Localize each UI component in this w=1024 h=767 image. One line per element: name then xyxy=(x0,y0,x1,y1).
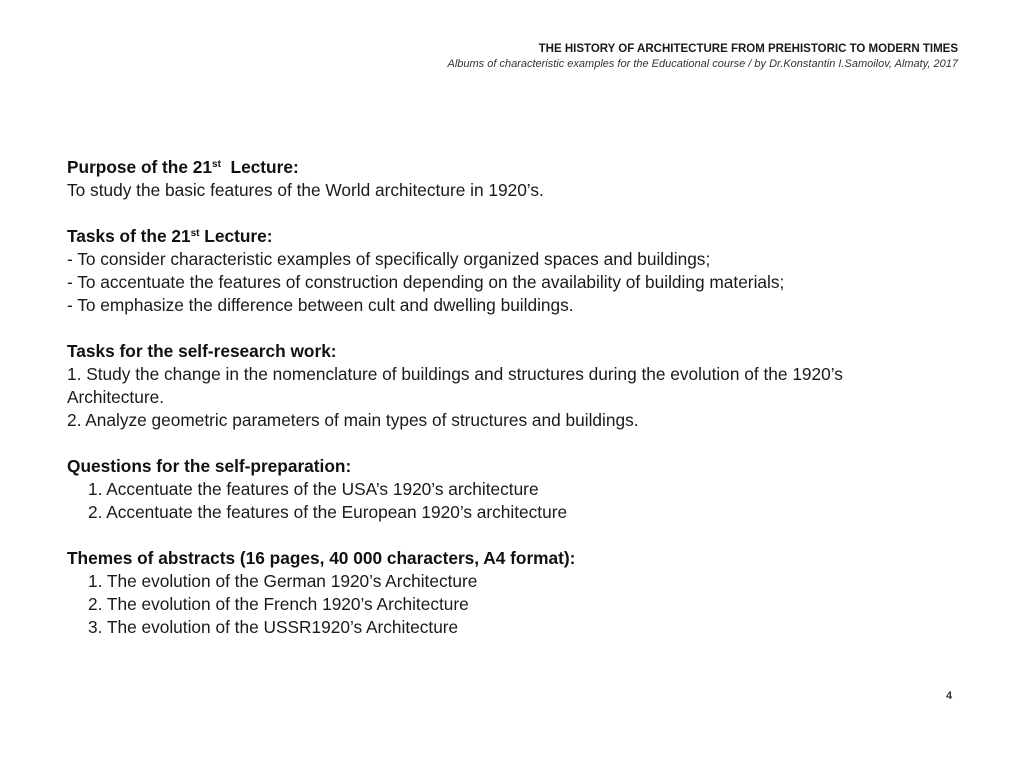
purpose-section xyxy=(67,156,967,202)
self-research-line: 1. Study the change in the nomenclature of buildings and structures during the evolution of the 1920’s xyxy=(67,364,843,384)
self-research-heading: Tasks for the self-research work: xyxy=(67,341,337,361)
purpose-line: To study the basic features of the World architecture in 1920’s. xyxy=(67,180,544,200)
themes-section xyxy=(67,547,967,639)
theme-item: 3. The evolution of the USSR1920’s Architecture xyxy=(88,617,459,637)
question-item: 1. Accentuate the features of the USA’s 1920’s architecture xyxy=(88,479,539,499)
self-research-line: 2. Analyze geometric parameters of main types of structures and buildings. xyxy=(67,410,639,430)
questions-heading: Questions for the self-preparation: xyxy=(67,456,352,476)
page-number: 4 xyxy=(946,690,953,702)
header-subtitle: Albums of characteristic examples for the Educational course / by Dr.Konstantin I.Samoilov, Almaty, 2017 xyxy=(447,58,958,70)
slide-header xyxy=(447,42,958,71)
purpose-heading-sup: st xyxy=(212,159,221,170)
question-item: 2. Accentuate the features of the European 1920’s architecture xyxy=(88,502,568,522)
tasks-heading-post: Lecture: xyxy=(199,226,273,246)
purpose-heading xyxy=(67,156,967,179)
tasks-heading-pre: Tasks of the 21 xyxy=(67,226,191,246)
theme-item: 2. The evolution of the French 1920’s Architecture xyxy=(88,594,469,614)
tasks-section xyxy=(67,225,967,317)
questions-section xyxy=(67,455,967,524)
tasks-line: - To accentuate the features of construction depending on the availability of building materials; xyxy=(67,272,785,292)
tasks-line: - To emphasize the difference between cult and dwelling buildings. xyxy=(67,295,574,315)
tasks-heading-sup: st xyxy=(190,228,200,239)
purpose-heading-post: Lecture: xyxy=(220,157,299,177)
header-title: THE HISTORY OF ARCHITECTURE FROM PREHISTORIC TO MODERN TIMES xyxy=(538,43,958,55)
self-research-section xyxy=(67,340,967,432)
theme-item: 1. The evolution of the German 1920’s Architecture xyxy=(88,571,478,591)
tasks-line: - To consider characteristic examples of specifically organized spaces and buildings; xyxy=(67,249,711,269)
purpose-heading-pre: Purpose of the 21 xyxy=(67,157,213,177)
tasks-heading xyxy=(67,225,967,248)
themes-heading: Themes of abstracts (16 pages, 40 000 characters, A4 format): xyxy=(67,548,576,568)
self-research-line: Architecture. xyxy=(67,387,165,407)
slide-content xyxy=(67,156,967,662)
